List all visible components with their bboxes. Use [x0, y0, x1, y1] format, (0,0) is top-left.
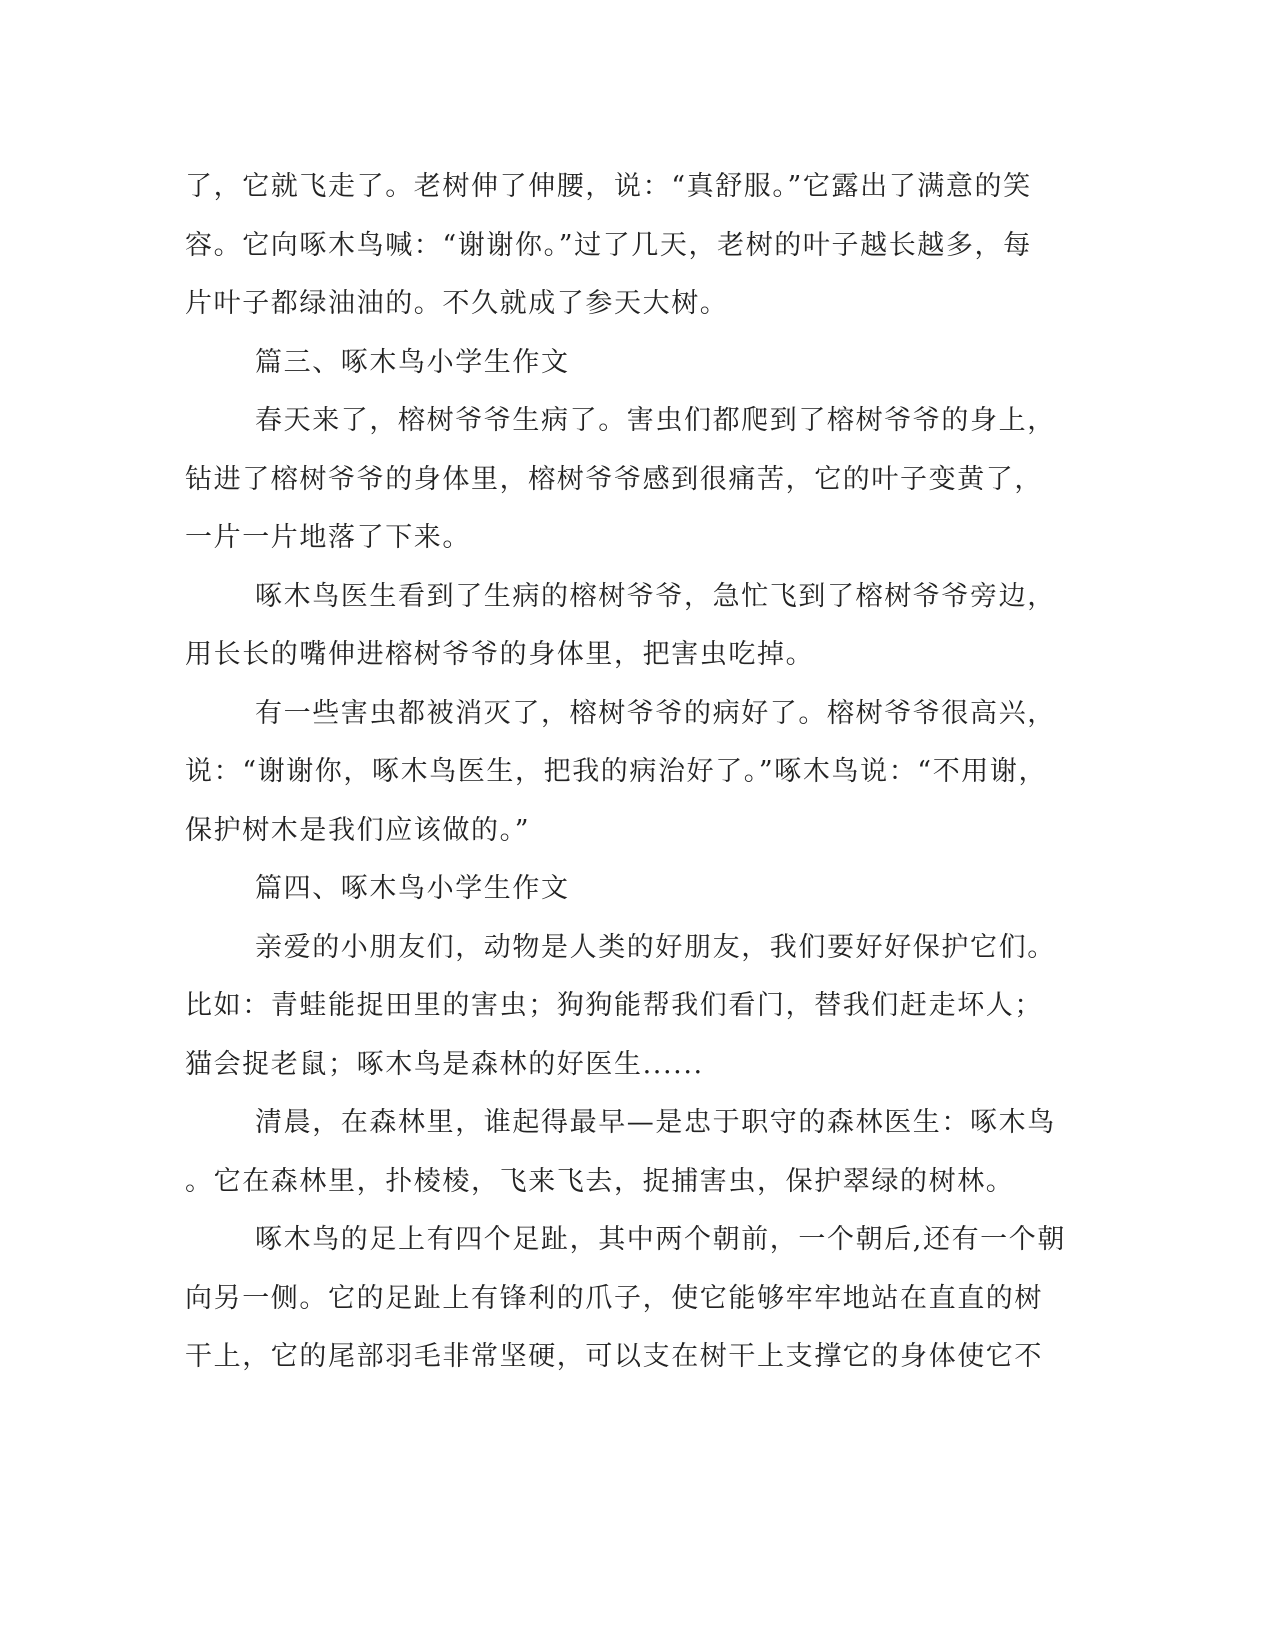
- text-line: 容。它向啄木鸟喊：“谢谢你。”过了几天，老树的叶子越长越多，每: [185, 229, 1032, 261]
- text-line: 说：“谢谢你，啄木鸟医生，把我的病治好了。”啄木鸟说：“不用谢，: [185, 756, 1048, 787]
- text-line: 用长长的嘴伸进榕树爷爷的身体里，把害虫吃掉。: [185, 639, 815, 670]
- text-line: 。它在森林里，扑棱棱，飞来飞去，捉捕害虫，保护翠绿的树林。: [185, 1165, 1015, 1197]
- text-line: 一片一片地落了下来。: [185, 522, 471, 553]
- essay-text: [185, 158, 1066, 1387]
- text-line: 有一些害虫都被消灭了，榕树爷爷的病好了。榕树爷爷很高兴，: [255, 697, 1056, 729]
- text-line: 比如：青蛙能捉田里的害虫；狗狗能帮我们看门，替我们赶走坏人；: [185, 990, 1043, 1021]
- text-line: 啄木鸟的足上有四个足趾，其中两个朝前，一个朝后,还有一个朝: [255, 1224, 1066, 1255]
- section-heading: 篇四、啄木鸟小学生作文: [255, 873, 570, 904]
- text-line: 猫会捉老鼠；啄木鸟是森林的好医生......: [185, 1048, 704, 1080]
- section-heading: 篇三、啄木鸟小学生作文: [255, 346, 570, 378]
- text-line: 春天来了，榕树爷爷生病了。害虫们都爬到了榕树爷爷的身上，: [255, 405, 1056, 436]
- text-line: 清晨，在森林里，谁起得最早—是忠于职守的森林医生：啄木鸟: [255, 1107, 1056, 1138]
- text-line: 亲爱的小朋友们，动物是人类的好朋友，我们要好好保护它们。: [255, 931, 1056, 963]
- text-line: 保护树木是我们应该做的。”: [185, 814, 531, 846]
- text-line: 向另一侧。它的足趾上有锋利的爪子，使它能够牢牢地站在直直的树: [185, 1282, 1043, 1314]
- text-line: 啄木鸟医生看到了生病的榕树爷爷，急忙飞到了榕树爷爷旁边，: [255, 580, 1056, 612]
- text-line: 钻进了榕树爷爷的身体里，榕树爷爷感到很痛苦，它的叶子变黄了，: [185, 463, 1043, 495]
- text-line: 片叶子都绿油油的。不久就成了参天大树。: [185, 288, 729, 319]
- text-line: 了，它就飞走了。老树伸了伸腰，说：“真舒服。”它露出了满意的笑: [185, 171, 1032, 202]
- text-line: 干上，它的尾部羽毛非常坚硬，可以支在树干上支撑它的身体使它不: [185, 1341, 1043, 1372]
